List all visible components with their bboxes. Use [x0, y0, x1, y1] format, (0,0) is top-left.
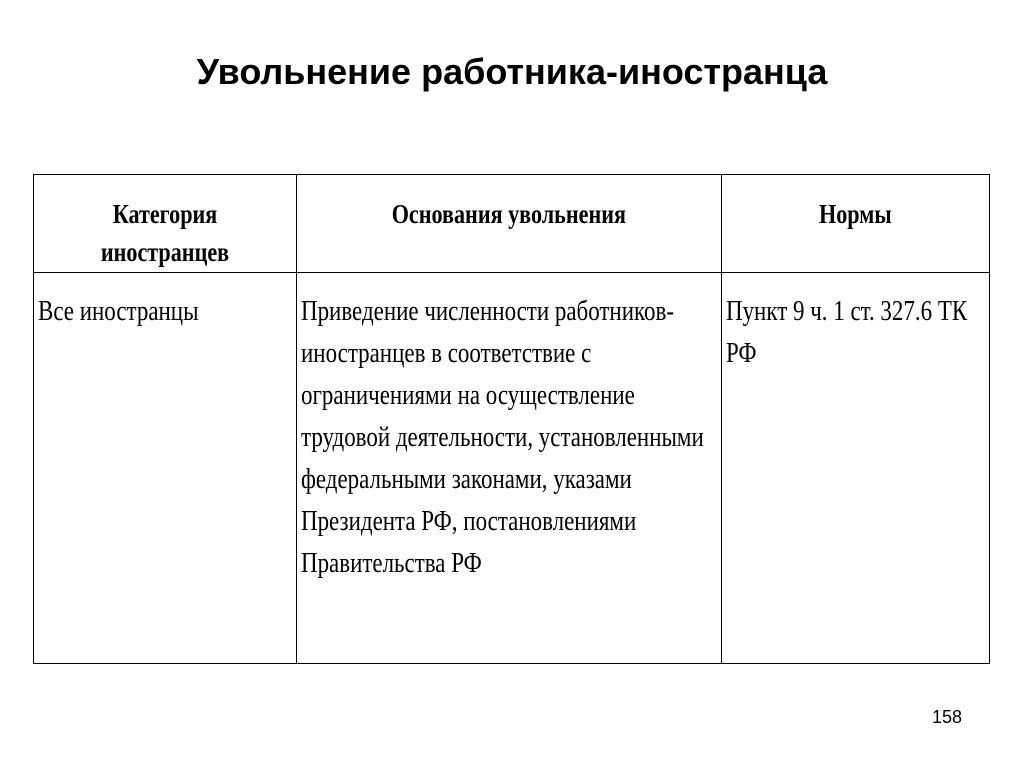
dismissal-table: [33, 174, 990, 664]
cell-grounds: [297, 273, 722, 664]
header-grounds-label: Основания увольнения: [391, 199, 627, 229]
cell-category: [34, 273, 297, 664]
cell-norms: [722, 273, 990, 664]
header-category-label: Категория иностранцев: [100, 199, 230, 267]
cell-category-text: Все иностранцы: [38, 296, 199, 327]
header-norms: [722, 175, 990, 273]
header-norms-label: Нормы: [819, 199, 892, 229]
table-header-row: [34, 175, 990, 273]
table-row: [34, 273, 990, 664]
cell-grounds-text: Приведение численности работников-иностранцев в соответствие с ограничениями на осуществление трудовой деятельности, установленными федеральными законами, указами Президента РФ, постановлениями Правительства РФ: [301, 296, 704, 579]
slide-title: Увольнение работника-иностранца: [196, 51, 828, 92]
cell-norms-text: Пункт 9 ч. 1 ст. 327.6 ТК РФ: [726, 296, 968, 369]
dismissal-table-container: [33, 174, 989, 664]
header-grounds: [297, 175, 722, 273]
page-number: 158: [931, 707, 962, 727]
header-category: [34, 175, 297, 273]
